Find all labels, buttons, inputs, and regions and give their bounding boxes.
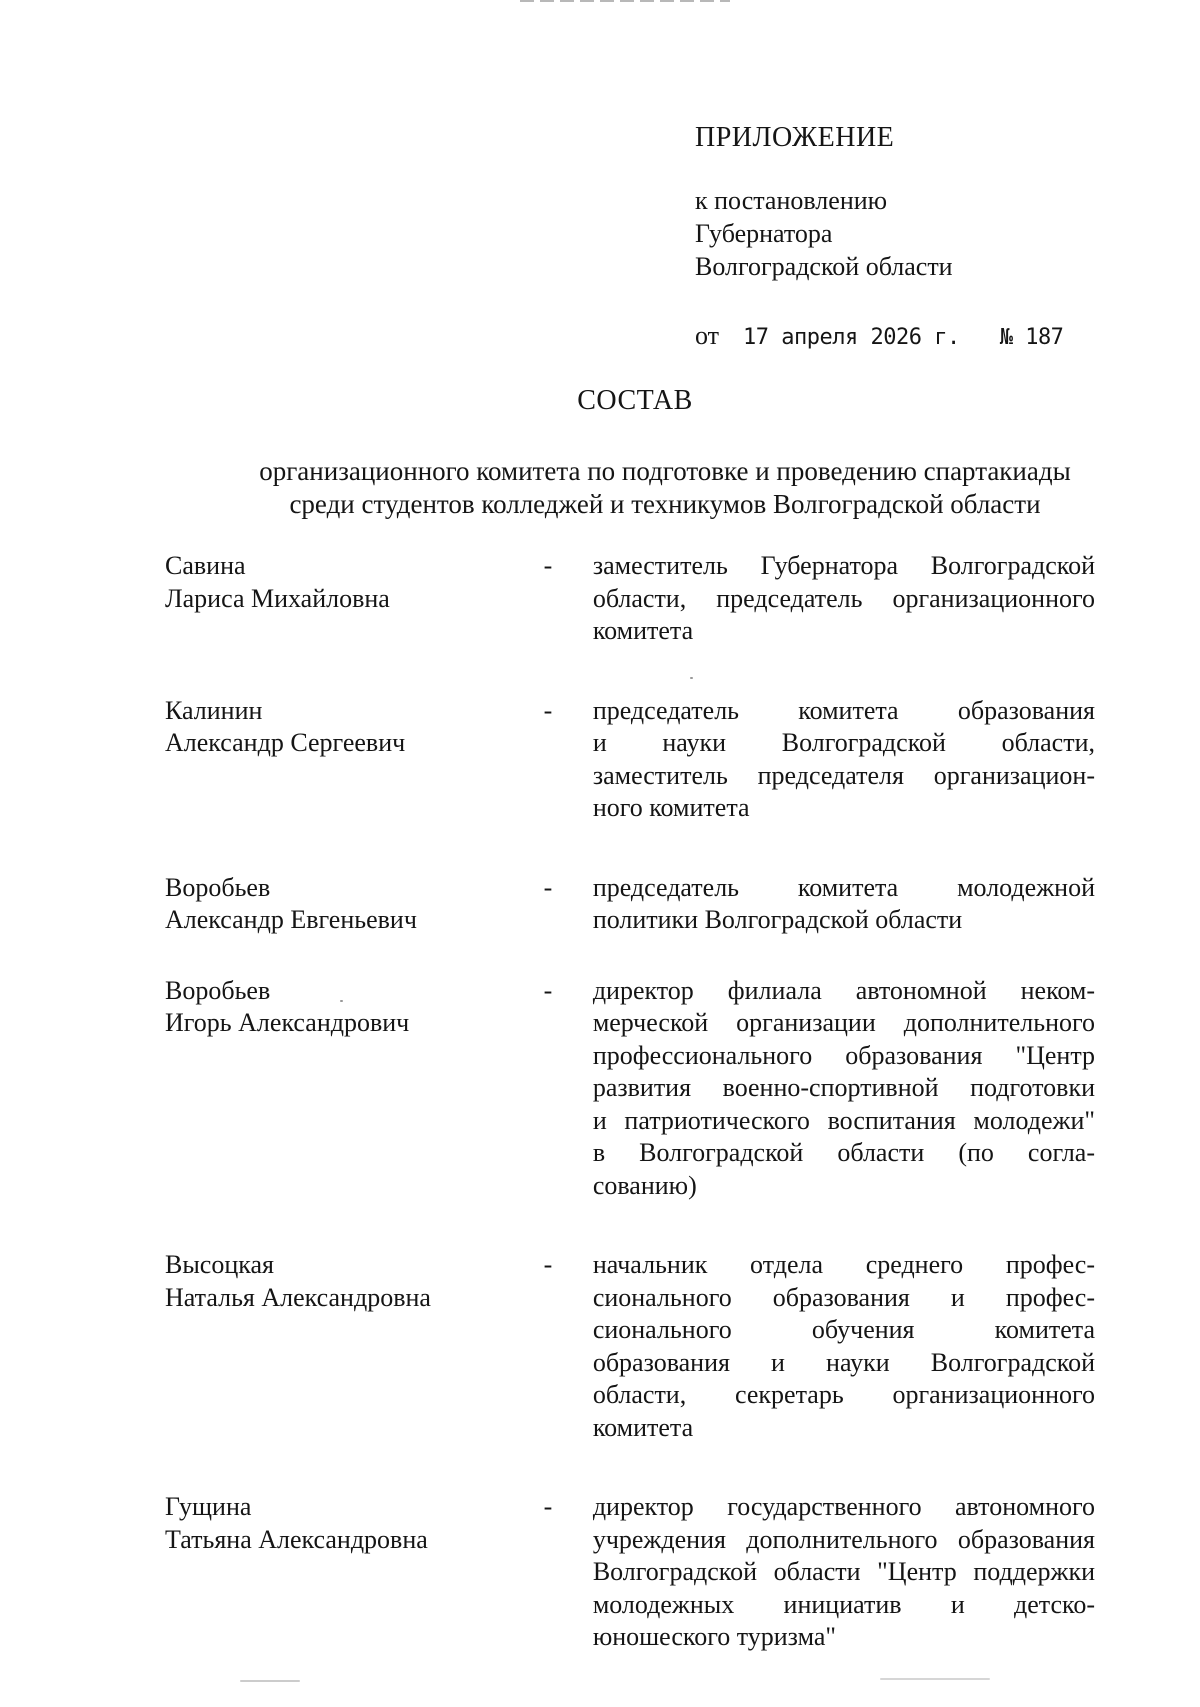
member-given: Игорь Александрович xyxy=(165,1008,410,1037)
member-dash: - xyxy=(543,551,553,580)
member-dash: - xyxy=(543,975,553,1005)
annex-line: к постановлению xyxy=(695,186,888,215)
role-line: области, председатель организационного xyxy=(592,583,1095,613)
role-line: и науки Волгоградской области, xyxy=(592,728,1095,757)
role-line: мерческой организации дополнительного xyxy=(592,1008,1095,1037)
role-line: сионального обучения комитета xyxy=(592,1315,1095,1344)
member-row xyxy=(165,695,1095,825)
role-line: области, секретарь организационного xyxy=(592,1380,1095,1409)
role-line: учреждения дополнительного образования xyxy=(592,1524,1095,1554)
member-dash: - xyxy=(543,1492,553,1521)
member-row xyxy=(165,1249,1095,1444)
scan-artifact-top xyxy=(520,0,730,2)
role-line: Волгоградской области "Центр поддержки xyxy=(592,1557,1095,1586)
member-surname: Гущина xyxy=(165,1492,252,1521)
member-name xyxy=(165,1491,503,1654)
role-line: сионального образования и профес- xyxy=(592,1282,1095,1312)
member-name xyxy=(165,975,503,1203)
date-prefix: от xyxy=(695,321,720,350)
member-role xyxy=(593,1491,1095,1654)
member-role xyxy=(593,975,1095,1203)
role-line: заместитель председателя организацион- xyxy=(592,760,1095,790)
role-line: ного комитета xyxy=(592,793,750,822)
role-line: директор филиала автономной неком- xyxy=(592,975,1095,1005)
member-role xyxy=(593,695,1095,825)
member-name xyxy=(165,872,503,937)
role-line: сованию) xyxy=(592,1170,697,1200)
scan-speck xyxy=(240,1680,300,1682)
member-given: Лариса Михайловна xyxy=(165,583,390,613)
subtitle-line: организационного комитета по подготовке и проведению спартакиады xyxy=(259,456,1071,486)
role-line: председатель комитета образования xyxy=(592,695,1095,725)
role-line: директор государственного автономного xyxy=(592,1492,1095,1521)
scan-speck xyxy=(880,1678,990,1680)
member-role xyxy=(593,872,1095,937)
members-list xyxy=(165,550,1095,1654)
annex-date-row xyxy=(695,319,1155,354)
annex-block xyxy=(695,122,1155,354)
member-surname: Высоцкая xyxy=(165,1250,275,1279)
member-given: Александр Сергеевич xyxy=(165,728,406,757)
role-line: комитета xyxy=(592,1412,694,1442)
member-given: Татьяна Александровна xyxy=(165,1524,428,1554)
member-surname: Савина xyxy=(165,551,246,580)
member-given: Наталья Александровна xyxy=(165,1282,431,1312)
member-name xyxy=(165,695,503,825)
member-name xyxy=(165,550,503,648)
role-line: председатель комитета молодежной xyxy=(592,872,1095,902)
role-line: заместитель Губернатора Волгоградской xyxy=(592,551,1095,580)
role-line: профессионального образования "Центр xyxy=(592,1040,1095,1070)
role-line: начальник отдела среднего профес- xyxy=(592,1250,1095,1279)
member-surname: Воробьев xyxy=(165,975,271,1005)
annex-line: Губернатора xyxy=(695,219,833,248)
role-line: политики Волгоградской области xyxy=(592,905,963,934)
role-line: в Волгоградской области (по согла- xyxy=(592,1138,1095,1167)
role-line: молодежных инициатив и детско- xyxy=(592,1589,1095,1619)
member-name xyxy=(165,1249,503,1444)
role-line: комитета xyxy=(592,616,694,645)
date-value: 17 апреля 2026 г. xyxy=(743,325,960,350)
role-line: юношеского туризма" xyxy=(592,1622,836,1651)
annex-line: Волгоградской области xyxy=(695,252,953,281)
member-dash: - xyxy=(543,1250,553,1279)
member-role xyxy=(593,550,1095,648)
subtitle-line: среди студентов колледжей и техникумов Волгоградской области xyxy=(289,489,1041,519)
member-role xyxy=(593,1249,1095,1444)
member-row xyxy=(165,872,1095,937)
annex-title: ПРИЛОЖЕНИЕ xyxy=(695,122,895,153)
document-subtitle xyxy=(160,455,1170,521)
member-surname: Калинин xyxy=(165,695,263,725)
member-dash: - xyxy=(543,695,553,725)
member-row xyxy=(165,550,1095,648)
member-surname: Воробьев xyxy=(165,872,271,902)
member-row xyxy=(165,975,1095,1203)
document-title: СОСТАВ xyxy=(577,385,693,416)
role-line: и патриотического воспитания молодежи" xyxy=(592,1105,1095,1135)
document-number: № 187 xyxy=(999,325,1064,350)
role-line: образования и науки Волгоградской xyxy=(592,1347,1095,1377)
member-row xyxy=(165,1491,1095,1654)
role-line: развития военно-спортивной подготовки xyxy=(592,1073,1095,1102)
member-given: Александр Евгеньевич xyxy=(165,905,417,934)
member-dash: - xyxy=(543,872,553,902)
